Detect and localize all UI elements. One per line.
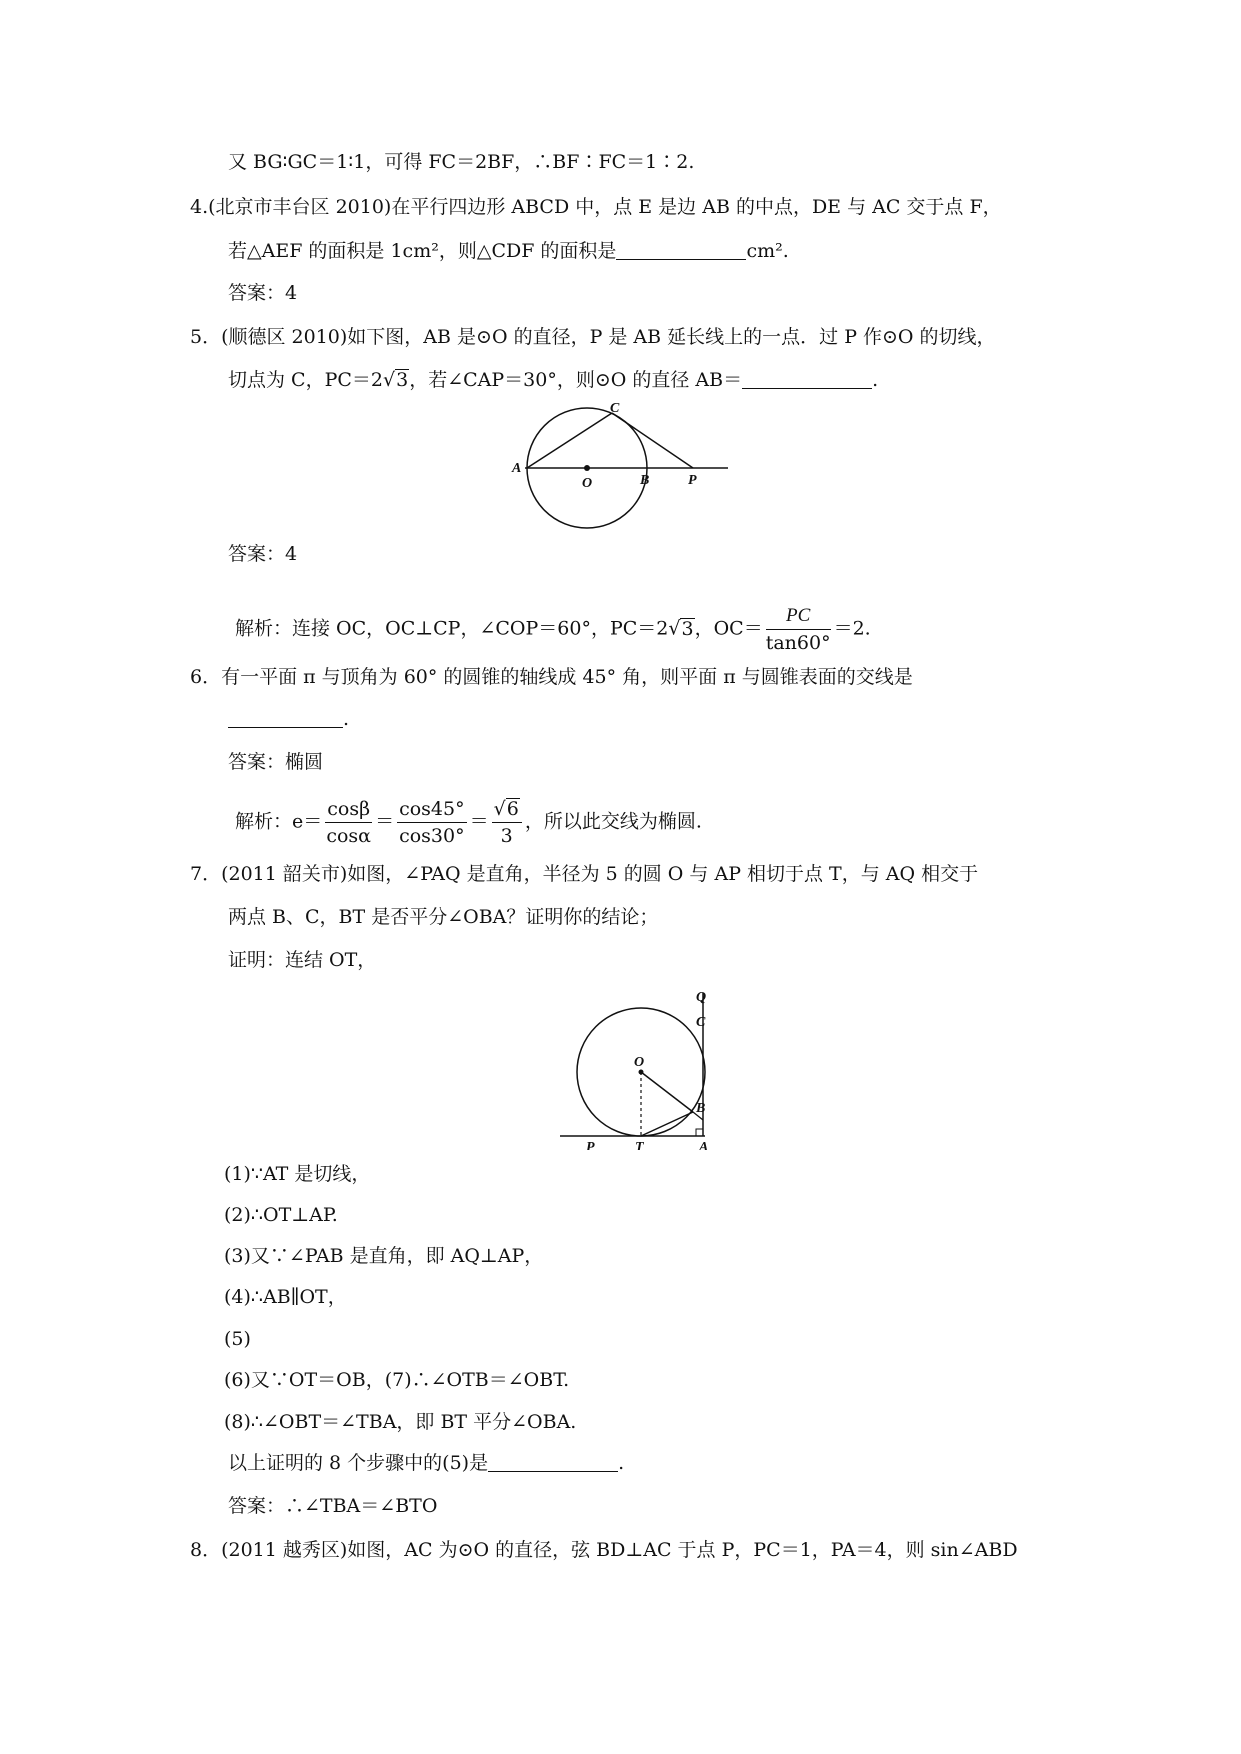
proof-line-bg-gc: 又 BG∶GC＝1∶1，可得 FC＝2BF，∴BF∶FC＝1∶2. xyxy=(228,151,695,173)
fraction xyxy=(766,603,831,656)
question-6-analysis xyxy=(235,796,702,849)
answer-blank xyxy=(488,1453,618,1472)
answer-blank xyxy=(228,709,343,728)
analysis-result: ＝2. xyxy=(833,617,871,640)
fraction-denominator: cosα xyxy=(326,825,371,847)
label-o: O xyxy=(634,1055,645,1070)
label-c: C xyxy=(610,402,620,416)
question-7-prompt-text: 以上证明的 8 个步骤中的(5)是 xyxy=(228,1452,489,1474)
question-4-line-2 xyxy=(228,239,789,263)
question-5-text: 切点为 C，PC＝2 xyxy=(228,369,383,391)
period: . xyxy=(343,708,350,730)
question-7-prompt xyxy=(228,1451,624,1475)
fraction-numerator xyxy=(492,796,522,823)
unit-text: cm². xyxy=(746,240,789,262)
question-8-line-1: 8．(2011 越秀区)如图，AC 为⊙O 的直径，弦 BD⊥AC 于点 P，PC＝1，PA＝4，则 sin∠ABD xyxy=(190,1539,1018,1561)
question-7-line-3: 证明：连结 OT， xyxy=(228,949,377,971)
fraction xyxy=(325,796,372,849)
analysis-text: 解析：e＝ xyxy=(235,810,323,833)
answer-blank xyxy=(742,370,872,389)
question-5-line-2 xyxy=(228,368,878,392)
question-5-analysis xyxy=(235,603,871,656)
analysis-conclusion: ，所以此交线为椭圆. xyxy=(524,810,702,833)
label-a: A xyxy=(699,1140,709,1150)
question-6-answer: 答案：椭圆 xyxy=(228,751,324,773)
analysis-text-mid: ，OC＝ xyxy=(694,617,763,640)
question-4-line-1: 4.(北京市丰台区 2010)在平行四边形 ABCD 中，点 E 是边 AB 的中点，DE 与 AC 交于点 F， xyxy=(190,196,1002,218)
sqrt-sign: √ xyxy=(493,798,506,820)
sqrt-sign: √ xyxy=(668,617,681,640)
question-7-line-2: 两点 B、C，BT 是否平分∠OBA？证明你的结论； xyxy=(228,906,659,928)
label-p: P xyxy=(586,1140,595,1150)
period: . xyxy=(618,1452,625,1474)
sqrt-radicand: 6 xyxy=(506,798,519,820)
label-t: T xyxy=(635,1140,644,1150)
fraction-numerator: cos45° xyxy=(397,796,467,823)
proof-step-5: (5) xyxy=(224,1328,251,1350)
fraction-denominator: tan60° xyxy=(765,632,831,654)
period: . xyxy=(872,369,879,391)
label-c: C xyxy=(696,1015,706,1030)
proof-step-1: (1)∵AT 是切线， xyxy=(224,1163,371,1185)
label-a: A xyxy=(512,461,522,476)
proof-step-8: (8)∴∠OBT＝∠TBA，即 BT 平分∠OBA. xyxy=(224,1411,577,1433)
fraction xyxy=(397,796,467,849)
fraction xyxy=(492,796,522,849)
label-o: O xyxy=(582,476,593,491)
equals-sign: ＝ xyxy=(375,810,395,833)
equals-sign: ＝ xyxy=(469,810,489,833)
proof-step-3: (3)又∵∠PAB 是直角，即 AQ⊥AP， xyxy=(224,1245,544,1267)
label-q: Q xyxy=(696,990,707,1005)
sqrt-radicand: 3 xyxy=(681,617,694,640)
sqrt-radicand: 3 xyxy=(396,369,409,391)
question-5-answer: 答案：4 xyxy=(228,543,298,565)
fraction-denominator: cos30° xyxy=(399,825,465,847)
fraction-numerator: cosβ xyxy=(325,796,372,823)
question-4-text: 若△AEF 的面积是 1cm²，则△CDF 的面积是 xyxy=(228,240,617,262)
question-7-line-1: 7．(2011 韶关市)如图，∠PAQ 是直角，半径为 5 的圆 O 与 AP 相切于点 T，与 AQ 相交于 xyxy=(190,863,979,885)
label-p: P xyxy=(688,473,697,488)
analysis-text: 解析：连接 OC，OC⊥CP，∠COP＝60°，PC＝2 xyxy=(235,617,669,640)
fraction-denominator: 3 xyxy=(500,825,513,847)
question-7-answer: 答案：∴∠TBA＝∠BTO xyxy=(228,1495,438,1517)
question-5-text-mid: ，若∠CAP＝30°，则⊙O 的直径 AB＝ xyxy=(409,369,743,391)
sqrt-sign: √ xyxy=(383,369,396,391)
circle-tangent-figure xyxy=(510,402,735,534)
proof-step-6-7: (6)又∵OT＝OB，(7)∴∠OTB＝∠OBT. xyxy=(224,1369,570,1391)
proof-step-4: (4)∴AB∥OT， xyxy=(224,1286,347,1308)
question-6-line-1: 6．有一平面 π 与顶角为 60° 的圆锥的轴线成 45° 角，则平面 π 与圆锥表面的交线是 xyxy=(190,666,913,688)
fraction-numerator: PC xyxy=(766,603,831,630)
circle-right-angle-figure xyxy=(555,988,715,1150)
question-4-answer: 答案：4 xyxy=(228,282,298,304)
proof-step-2: (2)∴OT⊥AP. xyxy=(224,1204,338,1226)
question-5-line-1: 5．(顺德区 2010)如下图，AB 是⊙O 的直径，P 是 AB 延长线上的一点．过 P 作⊙O 的切线， xyxy=(190,326,996,348)
question-6-line-2 xyxy=(228,707,349,731)
label-b: B xyxy=(696,1101,706,1116)
label-b: B xyxy=(640,473,650,488)
answer-blank xyxy=(616,241,746,260)
